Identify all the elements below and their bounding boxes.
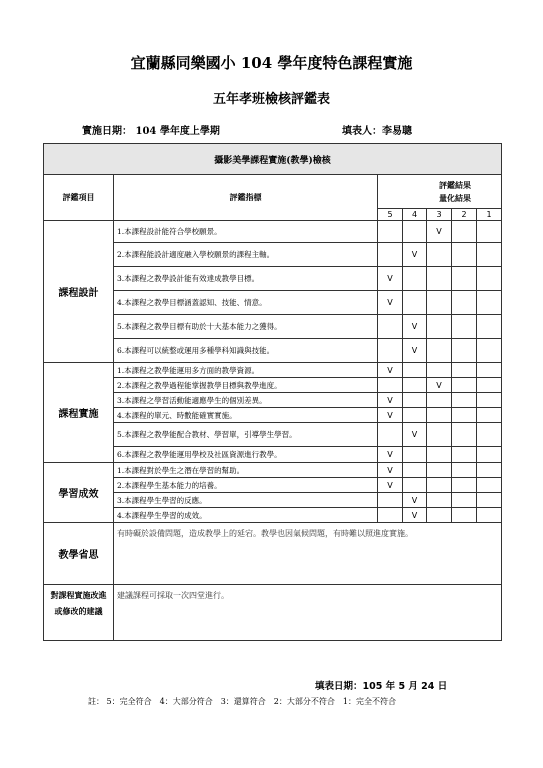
indicator-cell: 1.本課程對於學生之潛在學習的幫助。 [114, 463, 378, 478]
score-cell-2 [452, 363, 477, 378]
score-cell-4 [403, 393, 427, 408]
evaluation-table [43, 143, 502, 641]
score-cell-2 [452, 339, 477, 363]
score-cell-1 [477, 315, 502, 339]
score-cell-4 [403, 423, 427, 447]
table-row [44, 363, 502, 378]
filler [342, 122, 412, 137]
score-cell-2 [452, 221, 477, 243]
score-cell-4 [403, 243, 427, 267]
suggestion-label: 對課程實施改進或修改的建議 [44, 585, 114, 641]
reflection-row [44, 523, 502, 585]
indicator-cell: 5.本課程之教學目標有助於十大基本能力之獲得。 [114, 315, 378, 339]
check-mark: V [411, 510, 418, 520]
score-cell-5 [378, 315, 403, 339]
score-cell-1 [477, 393, 502, 408]
score-cell-2 [452, 378, 477, 393]
score-cell-2 [452, 463, 477, 478]
score-cell-1 [477, 363, 502, 378]
table-row [44, 463, 502, 478]
score-cell-4 [403, 508, 427, 523]
score-cell-5 [378, 408, 403, 423]
score-cell-3 [427, 378, 452, 393]
section-header-row [44, 144, 502, 175]
score-cell-1 [477, 291, 502, 315]
score-cell-5 [378, 423, 403, 447]
score-cell-5 [378, 243, 403, 267]
category-cell: 課程實施 [44, 363, 114, 463]
score-header-4: 4 [403, 209, 427, 221]
score-cell-2 [452, 291, 477, 315]
page-subtitle: 五年孝班檢核評鑑表 [212, 92, 330, 107]
score-cell-1 [477, 267, 502, 291]
score-cell-3 [427, 221, 452, 243]
check-mark: V [387, 298, 393, 307]
indicator-cell: 2.本課程之教學過程能掌握教學目標與教學進度。 [114, 378, 378, 393]
score-cell-2 [452, 315, 477, 339]
indicator-cell: 1.本課程之教學能運用多方面的教學資源。 [114, 363, 378, 378]
score-cell-4 [403, 267, 427, 291]
score-cell-5 [378, 493, 403, 508]
score-header-5: 5 [378, 209, 403, 221]
indicator-cell: 4.本課程的單元、時數能確實實施。 [114, 408, 378, 423]
score-header-1: 1 [477, 209, 502, 221]
score-cell-3 [427, 408, 452, 423]
indicator-cell: 5.本課程之教學能配合教材、學習單，引導學生學習。 [114, 423, 378, 447]
check-mark: V [411, 495, 418, 505]
score-cell-1 [477, 408, 502, 423]
score-cell-4 [403, 493, 427, 508]
score-cell-5 [378, 339, 403, 363]
indicator-cell: 2.本課程學生基本能力的培養。 [114, 478, 378, 493]
score-cell-5 [378, 463, 403, 478]
score-cell-1 [477, 447, 502, 463]
score-cell-2 [452, 493, 477, 508]
score-cell-3 [427, 315, 452, 339]
score-cell-1 [477, 463, 502, 478]
score-cell-1 [477, 221, 502, 243]
score-header-2: 2 [452, 209, 477, 221]
score-cell-3 [427, 243, 452, 267]
check-mark: V [436, 380, 442, 390]
filler-name: 李易聰 [382, 126, 412, 137]
score-cell-2 [452, 447, 477, 463]
score-cell-2 [452, 508, 477, 523]
indicator-cell: 2.本課程能設計適度融入學校願景的課程主軸。 [114, 243, 378, 267]
check-mark: V [387, 274, 393, 283]
score-cell-5 [378, 447, 403, 463]
category-cell: 學習成效 [44, 463, 114, 523]
score-cell-2 [452, 408, 477, 423]
filler-label: 填表人： [342, 126, 382, 137]
score-cell-3 [427, 447, 452, 463]
score-cell-3 [427, 463, 452, 478]
suggestion-text: 建議課程可採取一次四堂進行。 [114, 585, 502, 641]
score-header-3: 3 [427, 209, 452, 221]
score-cell-1 [477, 378, 502, 393]
score-cell-3 [427, 267, 452, 291]
score-cell-2 [452, 243, 477, 267]
score-cell-5 [378, 393, 403, 408]
header-indicator: 評鑑指標 [114, 175, 378, 221]
check-mark: V [436, 227, 442, 236]
date-label: 實施日期： [82, 126, 132, 137]
score-cell-4 [403, 408, 427, 423]
indicator-cell: 3.本課程學生學習的反應。 [114, 493, 378, 508]
table-row [44, 221, 502, 243]
score-cell-5 [378, 363, 403, 378]
score-cell-4 [403, 463, 427, 478]
score-cell-4 [403, 478, 427, 493]
suggestion-row [44, 585, 502, 641]
indicator-cell: 4.本課程之教學目標涵蓋認知、技能、情意。 [114, 291, 378, 315]
score-cell-5 [378, 291, 403, 315]
score-cell-5 [378, 267, 403, 291]
score-cell-3 [427, 478, 452, 493]
fill-date: 填表日期：105 年 5 月 24 日 [315, 681, 448, 692]
header-result: 評鑑結果 量化結果 [378, 175, 502, 209]
score-cell-4 [403, 291, 427, 315]
score-cell-2 [452, 478, 477, 493]
indicator-cell: 4.本課程學生學習的成效。 [114, 508, 378, 523]
score-cell-2 [452, 423, 477, 447]
check-mark: V [387, 410, 393, 420]
score-cell-3 [427, 339, 452, 363]
score-cell-1 [477, 478, 502, 493]
score-cell-1 [477, 493, 502, 508]
score-cell-4 [403, 221, 427, 243]
check-mark: V [387, 450, 393, 459]
check-mark: V [411, 346, 418, 355]
score-cell-4 [403, 315, 427, 339]
section-title: 攝影美學課程實施(教學)檢核 [44, 144, 502, 175]
check-mark: V [411, 322, 418, 331]
score-cell-3 [427, 423, 452, 447]
score-cell-5 [378, 378, 403, 393]
indicator-cell: 6.本課程可以統整或運用多種學科知識與技能。 [114, 339, 378, 363]
score-cell-3 [427, 363, 452, 378]
page-title: 宜蘭縣同樂國小 104 學年度特色課程實施 [130, 54, 413, 72]
score-cell-4 [403, 447, 427, 463]
indicator-cell: 1.本課程設計能符合學校願景。 [114, 221, 378, 243]
score-cell-1 [477, 423, 502, 447]
reflection-label: 教學省思 [44, 523, 114, 585]
category-cell: 課程設計 [44, 221, 114, 363]
score-legend: 註： 5：完全符合 4：大部分符合 3：還算符合 2：大部分不符合 1：完全不符合 [88, 697, 396, 706]
score-cell-1 [477, 508, 502, 523]
score-cell-3 [427, 393, 452, 408]
score-cell-5 [378, 508, 403, 523]
score-cell-1 [477, 339, 502, 363]
date-value: 104 學年度上學期 [135, 126, 220, 137]
header-item: 評鑑項目 [44, 175, 114, 221]
reflection-text: 有時礙於設備問題，造成教學上的延宕。教學也因氣候問題，有時難以照進度實施。 [114, 523, 502, 585]
check-mark: V [411, 250, 418, 259]
check-mark: V [387, 395, 393, 405]
indicator-cell: 3.本課程之學習活動能適應學生的個別差異。 [114, 393, 378, 408]
score-cell-2 [452, 267, 477, 291]
score-cell-3 [427, 508, 452, 523]
indicator-cell: 6.本課程之教學能運用學校及社區資源進行教學。 [114, 447, 378, 463]
score-cell-3 [427, 291, 452, 315]
score-cell-3 [427, 493, 452, 508]
check-mark: V [411, 430, 418, 439]
score-cell-2 [452, 393, 477, 408]
indicator-cell: 3.本課程之教學設計能有效達成教學目標。 [114, 267, 378, 291]
check-mark: V [387, 365, 393, 375]
score-cell-4 [403, 363, 427, 378]
score-cell-4 [403, 339, 427, 363]
check-mark: V [387, 480, 393, 490]
score-cell-5 [378, 221, 403, 243]
score-cell-5 [378, 478, 403, 493]
column-header-row [44, 175, 502, 209]
score-cell-4 [403, 378, 427, 393]
implementation-date [82, 122, 220, 137]
score-cell-1 [477, 243, 502, 267]
check-mark: V [387, 465, 393, 475]
